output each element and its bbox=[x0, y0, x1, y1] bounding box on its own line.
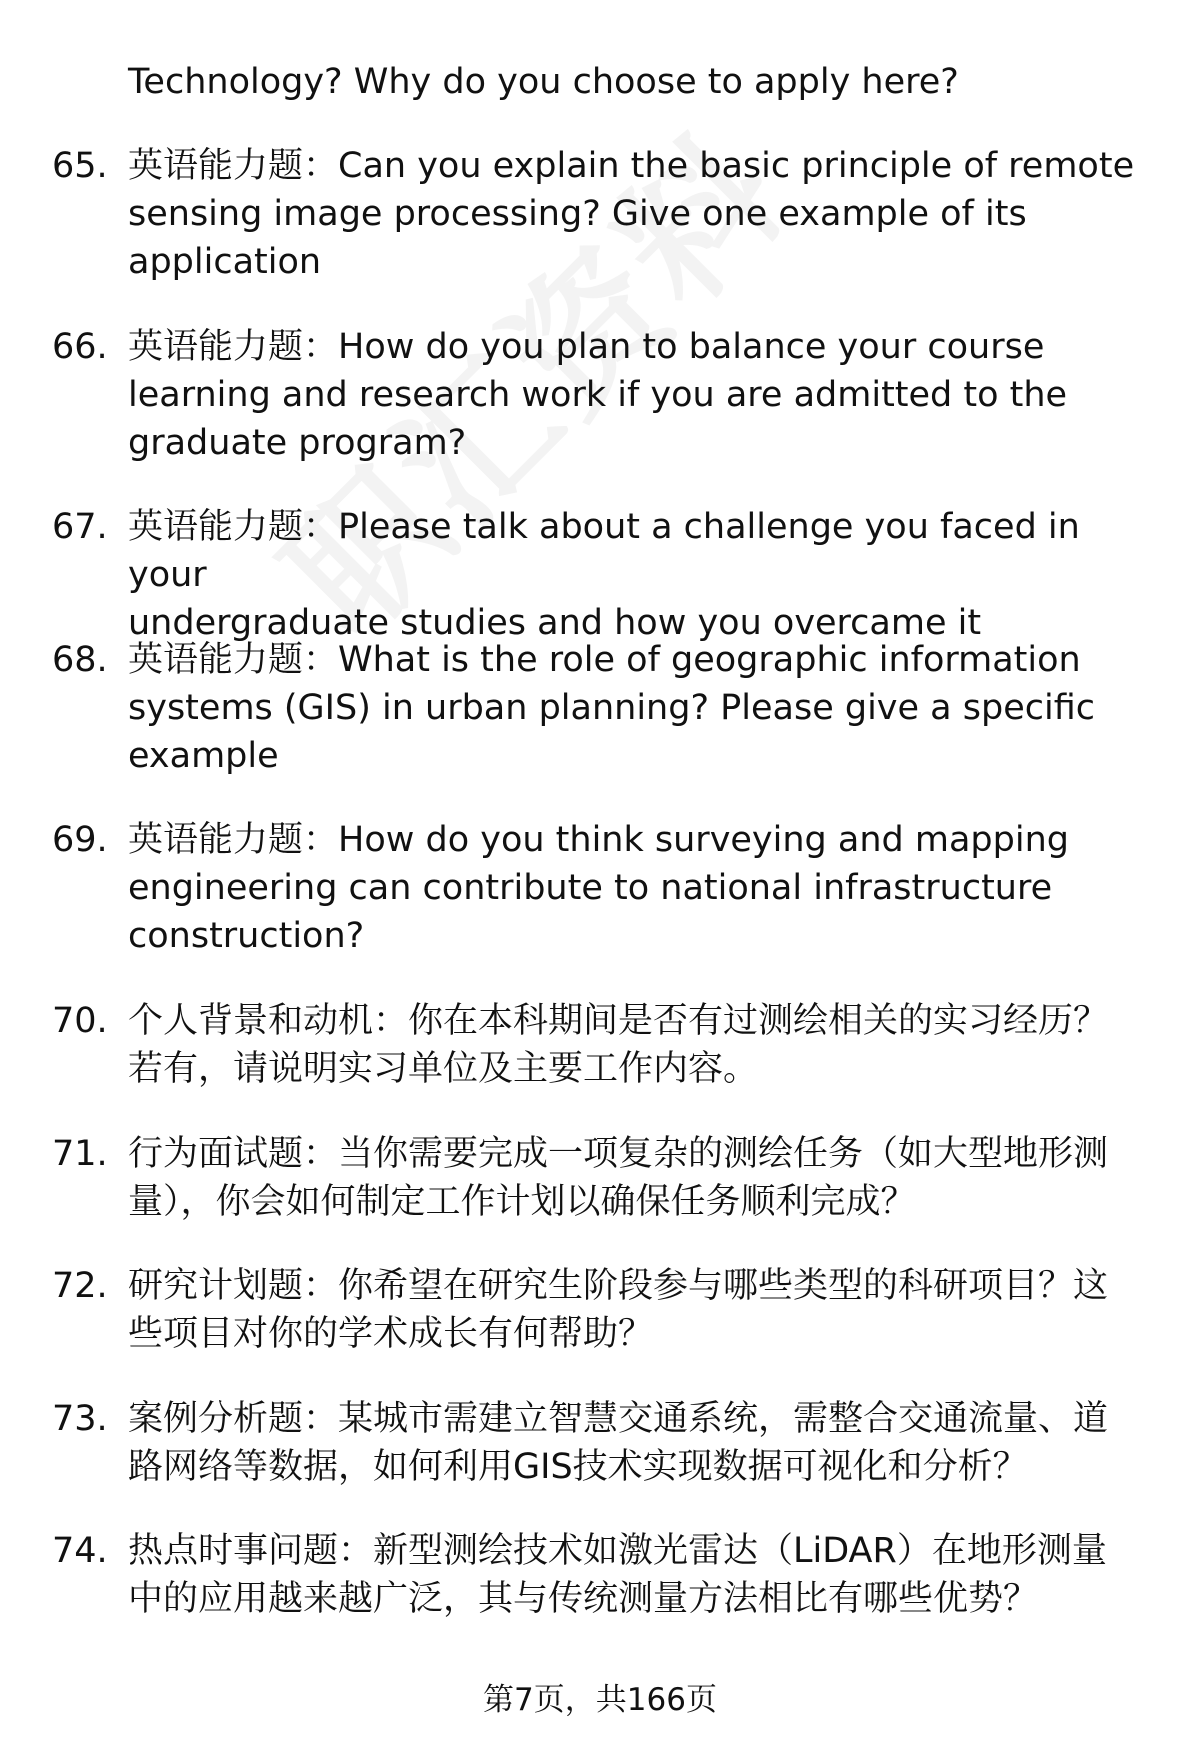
question-number: 65. bbox=[52, 146, 108, 186]
question-item bbox=[52, 816, 1172, 960]
continued-question-text: Technology? Why do you choose to apply here? bbox=[128, 62, 959, 102]
page-footer: 第7页，共166页 bbox=[483, 1682, 717, 1718]
question-text: 英语能力题：How do you think surveying and mapping engineering can contribute to national infrastructure construction? bbox=[128, 820, 1069, 956]
question-number: 73. bbox=[52, 1399, 108, 1439]
question-text: 案例分析题：某城市需建立智慧交通系统，需整合交通流量、道 路网络等数据，如何利用GIS技术实现数据可视化和分析？ bbox=[128, 1399, 1109, 1487]
question-number: 67. bbox=[52, 507, 108, 547]
question-item bbox=[52, 997, 1172, 1093]
question-item bbox=[52, 636, 1172, 780]
question-text: 英语能力题：Can you explain the basic principle of remote sensing image processing? Give one example of its application bbox=[128, 146, 1135, 282]
question-text: 英语能力题：Please talk about a challenge you faced in your undergraduate studies and how you overcame it bbox=[128, 507, 1080, 643]
question-item bbox=[52, 503, 1172, 647]
question-item bbox=[52, 142, 1172, 286]
question-text: 个人背景和动机：你在本科期间是否有过测绘相关的实习经历？ 若有，请说明实习单位及主要工作内容。 bbox=[128, 1001, 1109, 1089]
question-text: 英语能力题：What is the role of geographic information systems (GIS) in urban planning? Please give a specific example bbox=[128, 640, 1095, 776]
question-text: 行为面试题：当你需要完成一项复杂的测绘任务（如大型地形测 量），你会如何制定工作计划以确保任务顺利完成？ bbox=[128, 1134, 1109, 1222]
question-number: 68. bbox=[52, 640, 108, 680]
question-item bbox=[52, 1527, 1172, 1623]
question-item bbox=[52, 323, 1172, 467]
question-number: 72. bbox=[52, 1266, 108, 1306]
question-number: 70. bbox=[52, 1001, 108, 1041]
question-number: 66. bbox=[52, 327, 108, 367]
question-number: 74. bbox=[52, 1531, 108, 1571]
question-item bbox=[52, 1395, 1172, 1491]
question-number: 69. bbox=[52, 820, 108, 860]
question-text: 英语能力题：How do you plan to balance your course learning and research work if you are admitted to the graduate program? bbox=[128, 327, 1068, 463]
question-number: 71. bbox=[52, 1134, 108, 1174]
question-text: 研究计划题：你希望在研究生阶段参与哪些类型的科研项目？这 些项目对你的学术成长有何帮助？ bbox=[128, 1266, 1109, 1354]
question-item bbox=[52, 1130, 1172, 1226]
question-text: 热点时事问题：新型测绘技术如激光雷达（LiDAR）在地形测量 中的应用越来越广泛，其与传统测量方法相比有哪些优势？ bbox=[128, 1531, 1107, 1619]
question-item bbox=[52, 1262, 1172, 1358]
